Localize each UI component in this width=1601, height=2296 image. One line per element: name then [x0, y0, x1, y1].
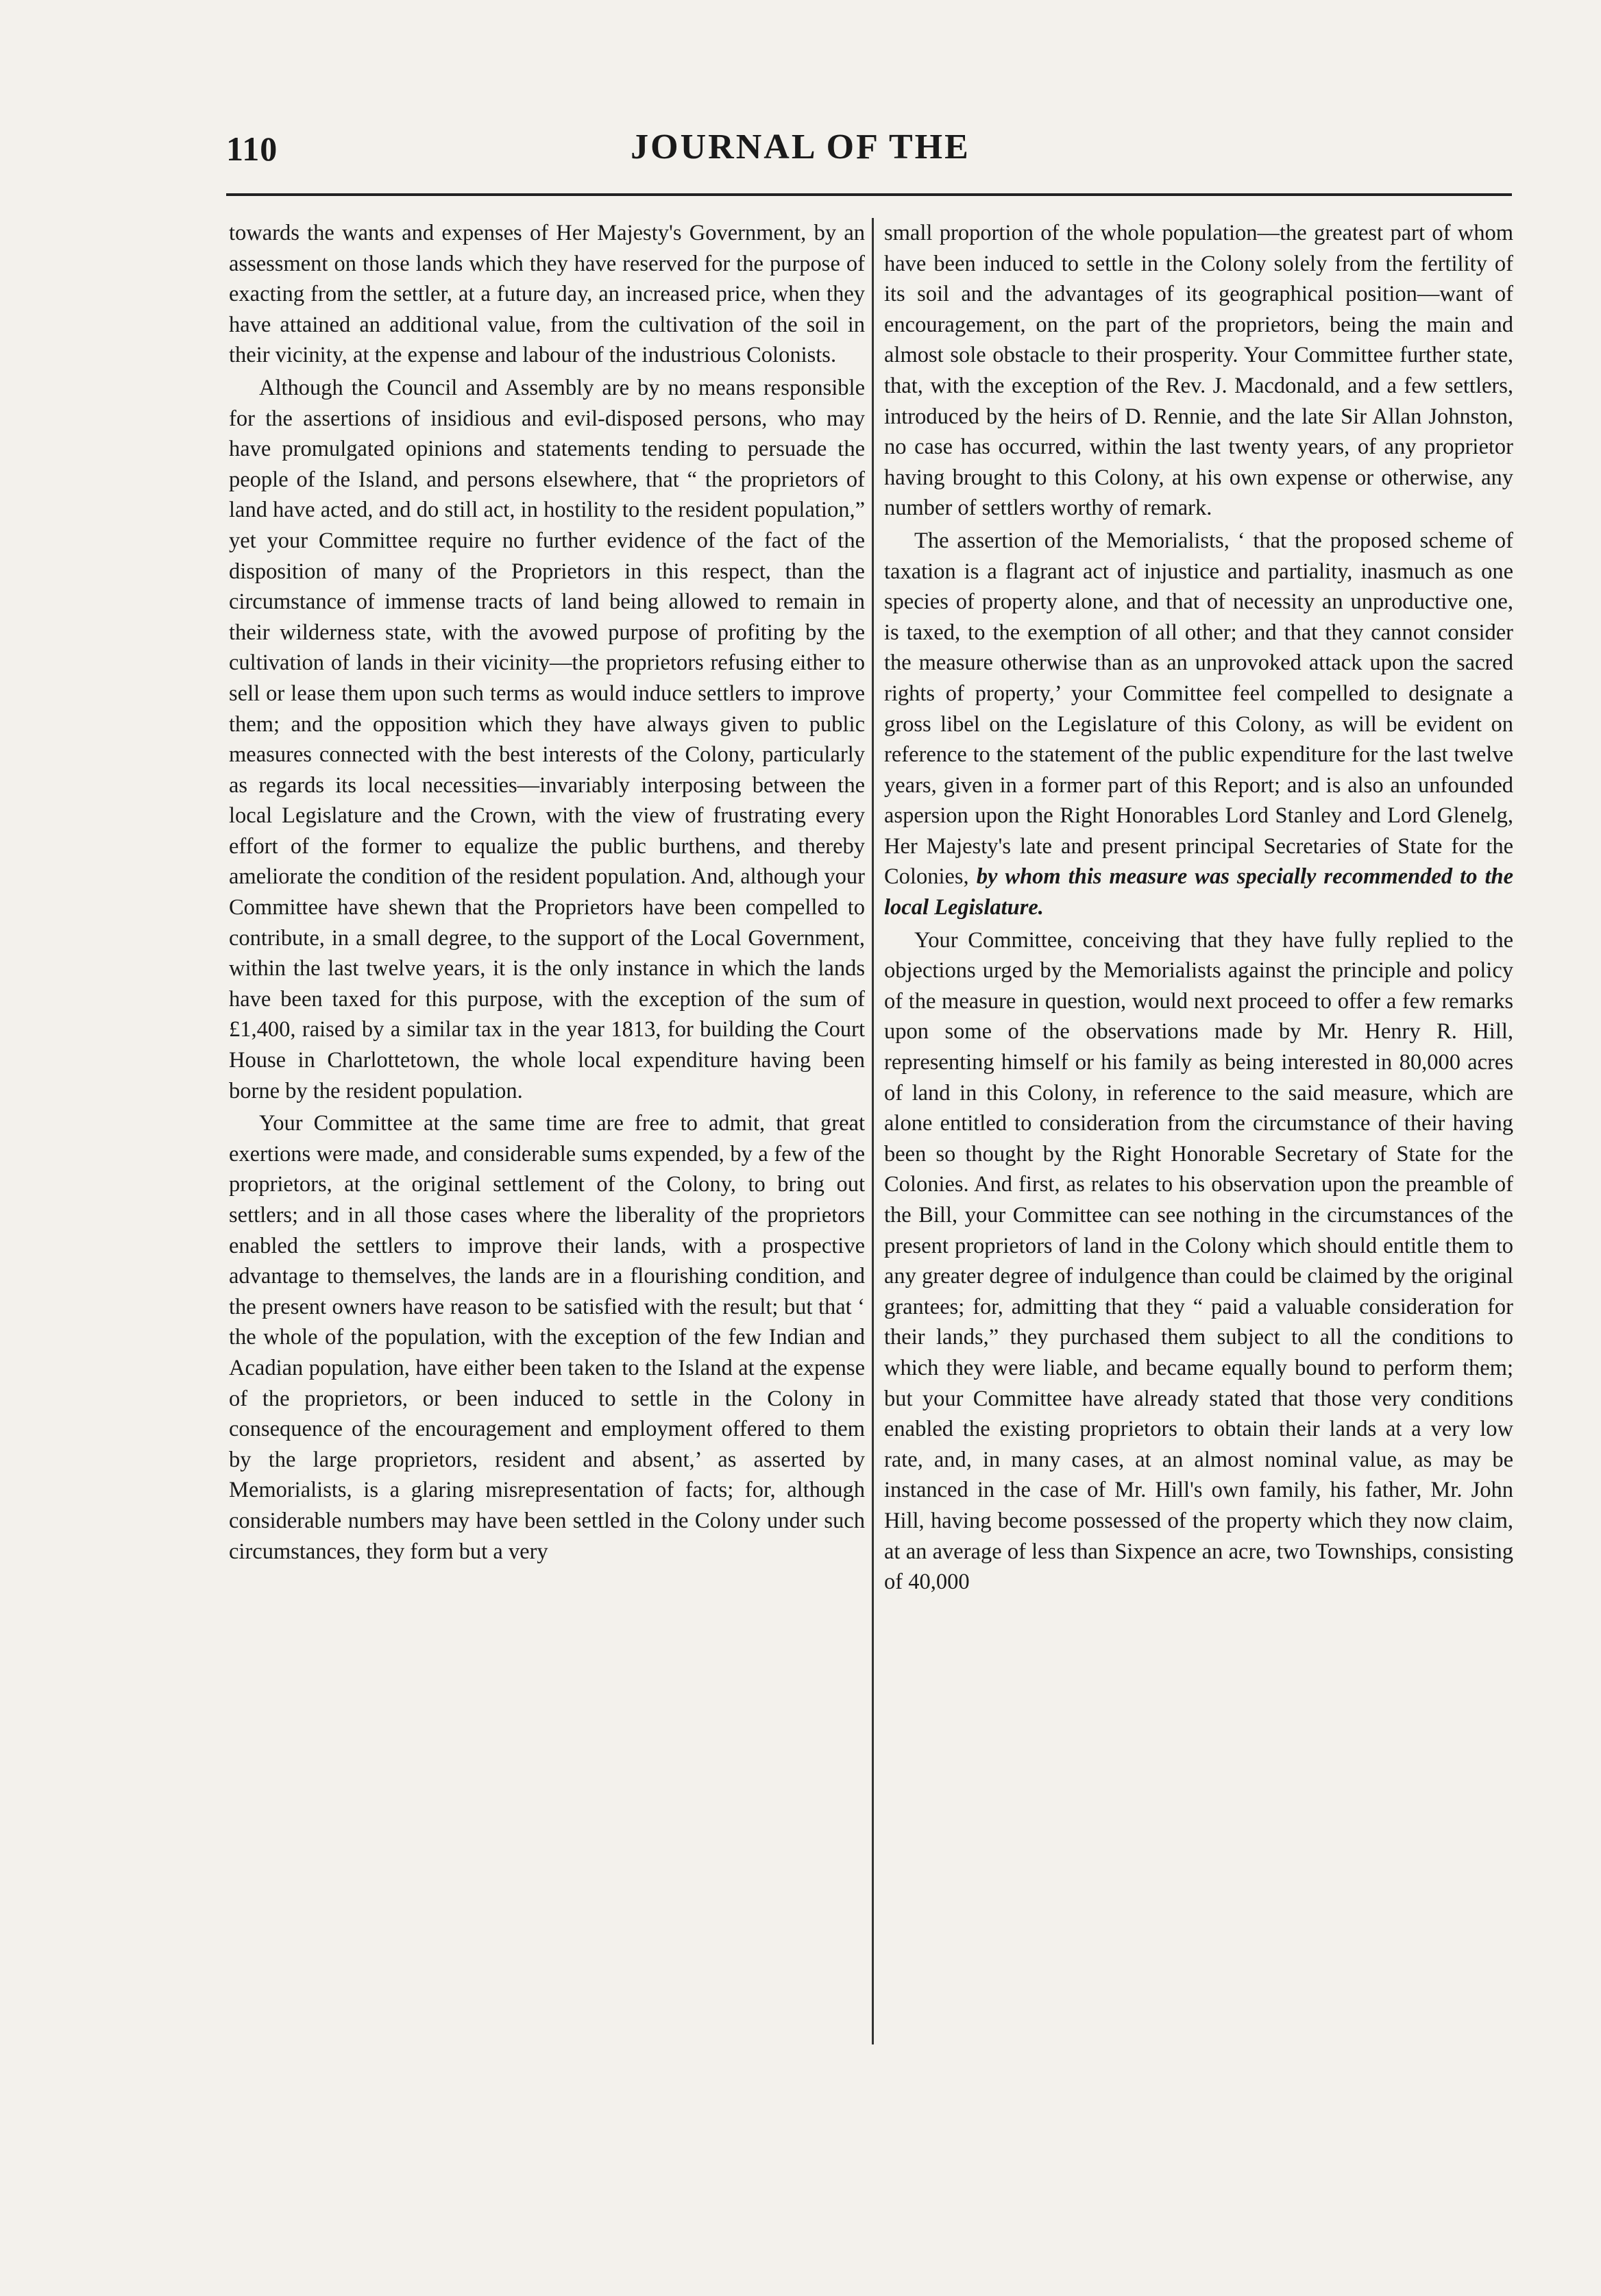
running-title: JOURNAL OF THE — [631, 127, 970, 167]
right-column — [884, 218, 1513, 1598]
paragraph-committee-reply: Your Committee, conceiving that they have fully replied to the objections urged by the Memorialists against the principle and policy of the measure in question, would next proceed to offer a few remarks upon some of the observations made by Mr. Henry R. Hill, representing himself or his family as being interested in 80,000 acres of land in this Colony, in reference to the said measure, which are alone entitled to consideration from the circumstance of their having been so thought by the Right Honorable Secretary of State for the Colonies. And first, as relates to his observation upon the preamble of the Bill, your Committee can see nothing in the circumstances of the present proprietors of land in the Colony which should entitle them to any greater degree of indulgence than could be claimed by the original grantees; for, admitting that they “ paid a valuable consideration for their lands,” they purchased them subject to all the conditions to which they were liable, and became equally bound to perform them; but your Committee have already stated that those very conditions enabled the existing proprietors to obtain their lands at a very low rate, and, in many cases, at an almost nominal value, as may be instanced in the case of Mr. Hill's own family, his father, Mr. John Hill, having become possessed of the property which they now claim, at an average of less than Sixpence an acre, two Townships, consisting of 40,000 — [884, 927, 1513, 1595]
paragraph-small-proportion: small proportion of the whole population—the greatest part of whom have been induced to settle in the Colony solely from the fertility of its soil and the advantages of its geographical position—want of encouragement, on the part of the proprietors, being the main and almost sole obstacle to their prosperity. Your Committee further state, that, with the exception of the Rev. J. Macdonald, and a few settlers, introduced by the heirs of D. Rennie, and the late Sir Allan Johnston, no case has occurred, within the last twenty years, of any proprietor having brought to this Colony, at his own expense or otherwise, any number of settlers worthy of remark. — [884, 221, 1513, 521]
assertion-text: The assertion of the Memorialists, ‘ that the proposed scheme of taxation is a flagrant act of injustice and partiality, inasmuch as one species of property alone, and that of necessity an unproductive one, is taxed, to the exemption of all other; and that they cannot consider the measure otherwise than as an unprovoked attack upon the sacred rights of property,’ your Committee feel compelled to designate a gross libel on the Legislature of this Colony, as will be evident on reference to the statement of the public expenditure for the last twelve years, given in a former part of this Report; and is also an unfounded aspersion upon the Right Honorables Lord Stanley and Lord Glenelg, Her Majesty's late and present principal Secretaries of State for the Colonies, — [884, 528, 1513, 890]
left-column — [229, 218, 865, 1567]
paragraph-memorialists-assertion — [884, 526, 1513, 923]
column-divider — [872, 218, 874, 2044]
italic-emphasis: by whom this measure was specially recommended to the local Legislature. — [884, 864, 1514, 920]
page-number: 110 — [226, 130, 278, 168]
paragraph-committee-admit: Your Committee at the same time are free to admit, that great exertions were made, and considerable sums expended, by a few of the proprietors, at the original settlement of the Colony, to bring out settlers; and in all those cases where the liberality of the proprietors enabled the settlers to improve their lands, with a prospective advantage to themselves, the lands are in a flourishing condition, and the present owners have reason to be satisfied with the result; but that ‘ the whole of the population, with the exception of the few Indian and Acadian population, have either been taken to the Island at the expense of the proprietors, or been induced to settle in the Colony in consequence of the encouragement and employment offered to them by the large proprietors, resident and absent,’ as asserted by Memorialists, is a glaring misrepresentation of facts; for, although considerable numbers may have been settled in the Colony under such circumstances, they form but a very — [229, 1111, 865, 1564]
paragraph-council-assembly: Although the Council and Assembly are by no means responsible for the assertions of insidious and evil-disposed persons, who may have promulgated opinions and statements tending to persuade the people of the Island, and persons elsewhere, that “ the proprietors of land have acted, and do still act, in hostility to the resident population,” yet your Committee require no further evidence of the fact of the disposition of many of the Proprietors in this respect, than the circumstance of immense tracts of land being allowed to remain in their wilderness state, with the avowed purpose of profiting by the cultivation of lands in their vicinity—the proprietors refusing either to sell or lease them upon such terms as would induce settlers to improve them; and the opposition which they have always given to public measures connected with the best interests of the Colony, particularly as regards its local necessities—invariably interposing between the local Legislature and the Crown, with the view of frustrating every effort of the former to equalize the public burthens, and thereby ameliorate the condition of the resident population. And, although your Committee have shewn that the Proprietors have been compelled to contribute, in a small degree, to the support of the Local Government, within the last twelve years, it is the only instance in which the lands have been taxed for this purpose, with the exception of the sum of £1,400, raised by a similar tax in the year 1813, for building the Court House in Charlottetown, the whole local expenditure having been borne by the resident population. — [229, 375, 865, 1103]
header-rule — [226, 193, 1512, 196]
paragraph-continued: towards the wants and expenses of Her Majesty's Government, by an assessment on those lands which they have reserved for the purpose of exacting from the settler, at a future day, an increased price, when they have attained an additional value, from the cultivation of the soil in their vicinity, at the expense and labour of the industrious Colonists. — [229, 221, 865, 368]
